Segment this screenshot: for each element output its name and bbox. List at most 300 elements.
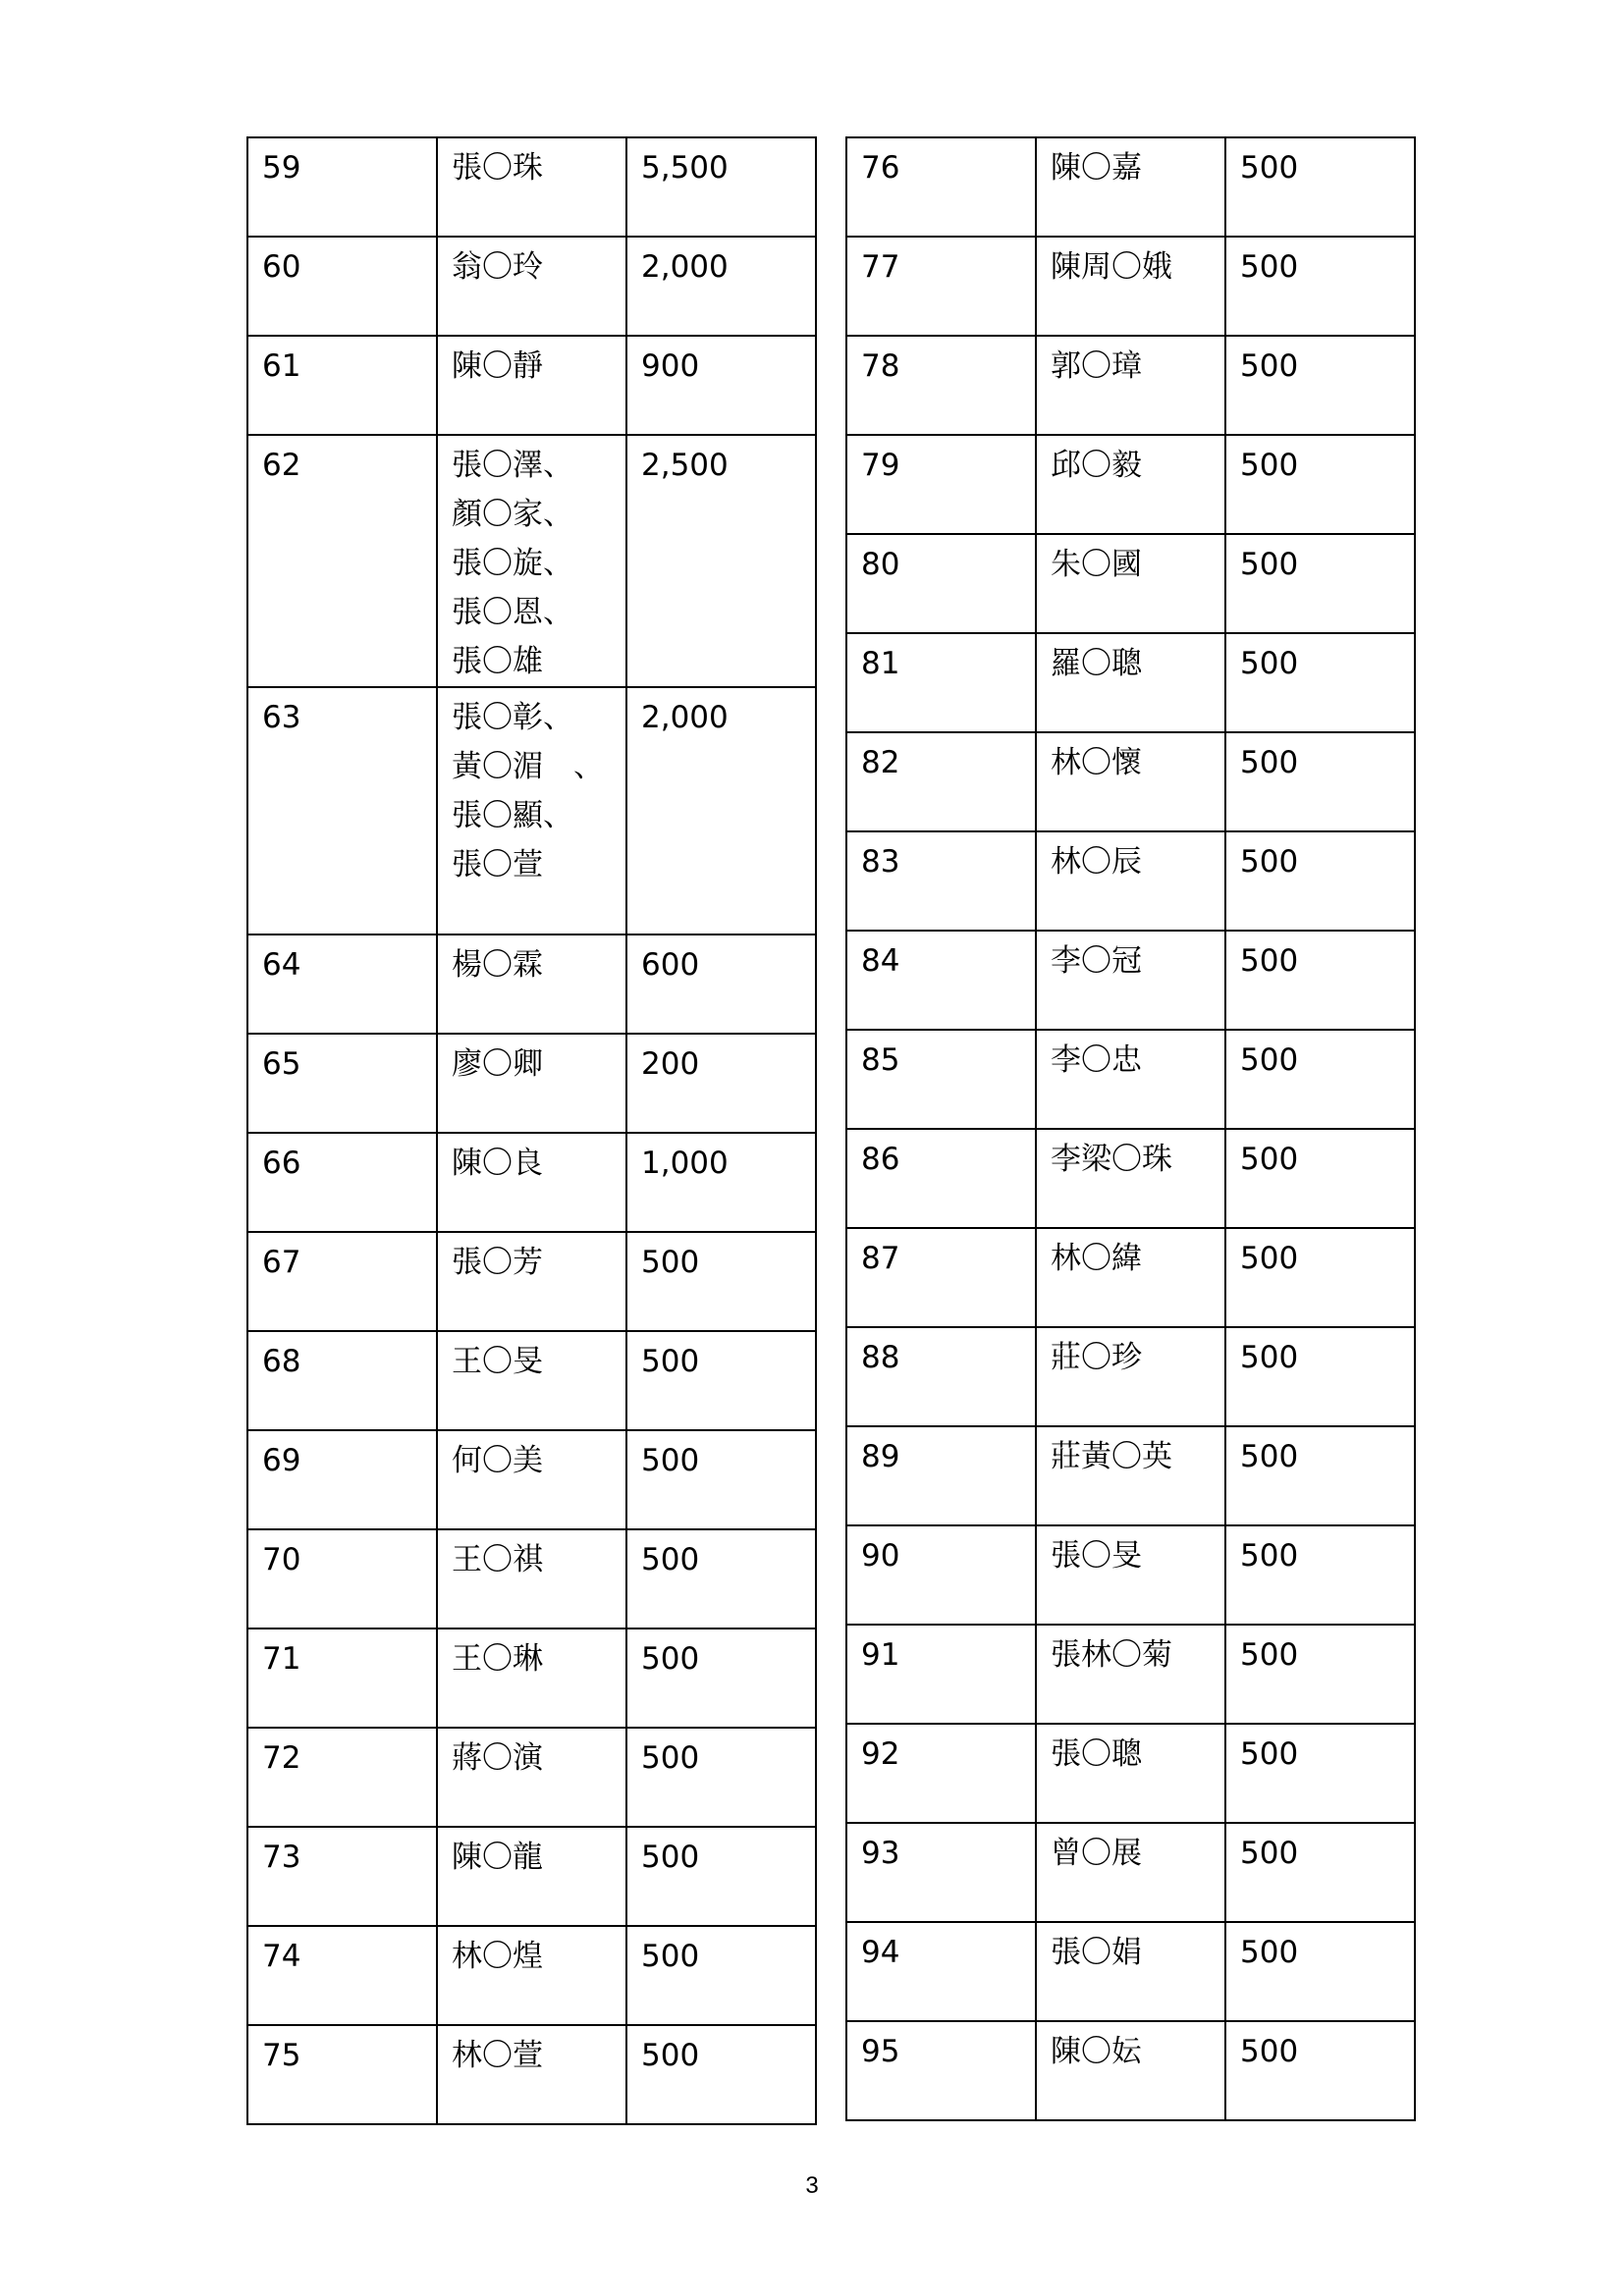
donor-name: 林〇懷 — [1051, 745, 1142, 780]
donor-names — [438, 1927, 625, 1981]
donor-names — [1037, 1427, 1224, 1481]
row-number: 92 — [861, 1736, 900, 1772]
row-number: 63 — [262, 700, 301, 735]
table-row — [247, 435, 816, 687]
donor-names — [1037, 1229, 1224, 1283]
amount-cell — [1225, 831, 1415, 931]
donation-amount: 500 — [1240, 1836, 1299, 1871]
row-number: 95 — [861, 2034, 900, 2069]
donor-names — [438, 337, 625, 391]
donation-amount: 500 — [1240, 745, 1299, 780]
row-number: 75 — [262, 2038, 301, 2073]
row-number: 79 — [861, 448, 900, 483]
row-number-cell — [846, 2021, 1036, 2120]
row-number-cell — [846, 435, 1036, 534]
row-number: 72 — [262, 1740, 301, 1776]
table-row — [247, 336, 816, 435]
amount-cell — [1225, 633, 1415, 732]
donor-name: 王〇祺 — [452, 1542, 543, 1577]
row-number: 68 — [262, 1344, 301, 1379]
row-number: 66 — [262, 1146, 301, 1181]
donor-name: 陳〇嘉 — [1051, 150, 1142, 186]
donor-table-right-body — [846, 137, 1415, 2120]
donation-amount: 500 — [641, 1840, 700, 1875]
donor-name-cell — [437, 237, 626, 336]
donor-name: 李〇忠 — [1051, 1042, 1142, 1078]
row-number-cell — [247, 336, 437, 435]
donor-name: 林〇煌 — [452, 1939, 543, 1974]
row-number: 80 — [861, 547, 900, 582]
donor-name: 張〇旻 — [1051, 1538, 1142, 1574]
donation-amount: 500 — [1240, 249, 1299, 285]
page-number: 3 — [805, 2172, 819, 2199]
donation-amount: 500 — [641, 1245, 700, 1280]
row-number-cell — [846, 1922, 1036, 2021]
donation-amount: 600 — [641, 947, 700, 983]
amount-cell — [1225, 1228, 1415, 1327]
row-number: 94 — [861, 1935, 900, 1970]
row-number-cell — [846, 1327, 1036, 1426]
amount-cell — [1225, 732, 1415, 831]
amount-cell — [1225, 1922, 1415, 2021]
donor-name: 羅〇聰 — [1051, 646, 1142, 681]
donor-name-cell — [1036, 831, 1225, 931]
row-number-cell — [247, 1430, 437, 1529]
donor-name: 廖〇卿 — [452, 1046, 543, 1082]
donor-name: 莊〇珍 — [1051, 1340, 1142, 1375]
donor-name: 張〇雄 — [452, 644, 543, 679]
row-number: 87 — [861, 1241, 900, 1276]
donor-name: 莊黃〇英 — [1051, 1439, 1172, 1474]
row-number-cell — [846, 1129, 1036, 1228]
donor-name: 朱〇國 — [1051, 547, 1142, 582]
donation-amount: 500 — [1240, 1042, 1299, 1078]
donor-name-cell — [437, 687, 626, 934]
table-row — [846, 1327, 1415, 1426]
donor-name-cell — [437, 1133, 626, 1232]
row-number: 81 — [861, 646, 900, 681]
row-number-cell — [247, 137, 437, 237]
table-row — [247, 1827, 816, 1926]
row-number-cell — [247, 1827, 437, 1926]
donor-names — [1037, 436, 1224, 490]
row-number-cell — [846, 1525, 1036, 1625]
donor-names — [1037, 634, 1224, 688]
table-row — [247, 1034, 816, 1133]
donor-table-left-body — [247, 137, 816, 2124]
donor-name: 張林〇菊 — [1051, 1637, 1172, 1673]
donation-amount: 500 — [1240, 1241, 1299, 1276]
donor-name: 何〇美 — [452, 1443, 543, 1478]
donor-name: 顏〇家、 — [452, 497, 573, 532]
donation-amount: 1,000 — [641, 1146, 729, 1181]
row-number: 59 — [262, 150, 301, 186]
amount-cell — [1225, 1030, 1415, 1129]
donation-amount: 900 — [641, 348, 700, 384]
amount-cell — [626, 2025, 816, 2124]
donor-name-cell — [1036, 633, 1225, 732]
donor-names — [1037, 1526, 1224, 1580]
row-number: 90 — [861, 1538, 900, 1574]
row-number: 76 — [861, 150, 900, 186]
donor-name-cell — [1036, 931, 1225, 1030]
donor-name: 黃〇湄 、 — [452, 749, 604, 784]
row-number: 83 — [861, 844, 900, 880]
donor-names — [438, 1729, 625, 1783]
donor-name: 李梁〇珠 — [1051, 1142, 1172, 1177]
row-number-cell — [247, 2025, 437, 2124]
donor-names — [438, 1035, 625, 1089]
amount-cell — [626, 1034, 816, 1133]
donor-name: 林〇萱 — [452, 2038, 543, 2073]
row-number: 77 — [861, 249, 900, 285]
donor-name-cell — [1036, 1922, 1225, 2021]
donor-name-cell — [437, 1629, 626, 1728]
amount-cell — [1225, 1327, 1415, 1426]
donor-name-cell — [437, 1430, 626, 1529]
row-number-cell — [247, 934, 437, 1034]
donation-amount: 500 — [1240, 1935, 1299, 1970]
row-number-cell — [846, 1030, 1036, 1129]
donation-amount: 500 — [1240, 1439, 1299, 1474]
row-number-cell — [247, 1133, 437, 1232]
donor-name: 郭〇璋 — [1051, 348, 1142, 384]
row-number: 65 — [262, 1046, 301, 1082]
table-row — [846, 1823, 1415, 1922]
donor-name-cell — [1036, 732, 1225, 831]
donation-amount: 500 — [1240, 1142, 1299, 1177]
table-row — [846, 1129, 1415, 1228]
row-number-cell — [247, 1728, 437, 1827]
donor-name: 林〇辰 — [1051, 844, 1142, 880]
row-number-cell — [846, 534, 1036, 633]
row-number: 91 — [861, 1637, 900, 1673]
amount-cell — [1225, 931, 1415, 1030]
row-number-cell — [247, 435, 437, 687]
donor-names — [1037, 1725, 1224, 1779]
donor-names — [438, 1431, 625, 1485]
table-row — [846, 237, 1415, 336]
table-row — [247, 1232, 816, 1331]
donation-amount: 500 — [1240, 1736, 1299, 1772]
donor-name-cell — [1036, 1228, 1225, 1327]
table-row — [846, 1030, 1415, 1129]
donor-name: 陳〇靜 — [452, 348, 543, 384]
table-row — [247, 1728, 816, 1827]
donation-amount: 500 — [641, 1443, 700, 1478]
donor-names — [1037, 932, 1224, 986]
donor-names — [1037, 1626, 1224, 1680]
row-number: 86 — [861, 1142, 900, 1177]
table-row — [247, 1529, 816, 1629]
row-number-cell — [247, 687, 437, 934]
donor-name: 張〇恩、 — [452, 595, 573, 630]
donation-amount: 500 — [641, 2038, 700, 2073]
donor-name: 陳〇良 — [452, 1146, 543, 1181]
donor-names — [1037, 138, 1224, 192]
table-row — [247, 1331, 816, 1430]
table-row — [846, 1724, 1415, 1823]
donor-name-cell — [1036, 1426, 1225, 1525]
donor-name: 張〇萱 — [452, 847, 543, 882]
donation-amount: 500 — [1240, 1637, 1299, 1673]
donor-name-cell — [1036, 1625, 1225, 1724]
table-row — [846, 336, 1415, 435]
donor-name-cell — [437, 1926, 626, 2025]
donor-name-cell — [1036, 1129, 1225, 1228]
donor-name: 張〇珠 — [452, 150, 543, 186]
donor-name-cell — [1036, 1327, 1225, 1426]
row-number-cell — [247, 237, 437, 336]
donor-names — [1037, 1031, 1224, 1085]
amount-cell — [626, 435, 816, 687]
donor-name: 張〇芳 — [452, 1245, 543, 1280]
donor-name: 王〇琳 — [452, 1641, 543, 1677]
donor-name-cell — [437, 1728, 626, 1827]
donation-amount: 500 — [641, 1542, 700, 1577]
row-number: 70 — [262, 1542, 301, 1577]
donor-name: 張〇顯、 — [452, 798, 573, 833]
donation-amount: 500 — [641, 1939, 700, 1974]
amount-cell — [626, 687, 816, 934]
table-row — [247, 2025, 816, 2124]
table-row — [247, 1430, 816, 1529]
donor-name: 邱〇毅 — [1051, 448, 1142, 483]
table-row — [846, 534, 1415, 633]
row-number: 73 — [262, 1840, 301, 1875]
donor-name-cell — [1036, 237, 1225, 336]
donor-name-cell — [1036, 534, 1225, 633]
row-number: 69 — [262, 1443, 301, 1478]
table-row — [846, 1228, 1415, 1327]
donor-names — [438, 1332, 625, 1386]
amount-cell — [1225, 237, 1415, 336]
row-number: 62 — [262, 448, 301, 483]
donor-name-cell — [1036, 336, 1225, 435]
row-number: 85 — [861, 1042, 900, 1078]
donor-names — [438, 2026, 625, 2080]
amount-cell — [626, 237, 816, 336]
donation-amount: 500 — [1240, 547, 1299, 582]
row-number-cell — [247, 1926, 437, 2025]
donor-name: 翁〇玲 — [452, 249, 543, 285]
donor-name-cell — [437, 934, 626, 1034]
donor-name: 張〇澤、 — [452, 448, 573, 483]
row-number-cell — [846, 1823, 1036, 1922]
table-row — [247, 687, 816, 934]
row-number-cell — [846, 831, 1036, 931]
row-number: 78 — [861, 348, 900, 384]
table-row — [846, 732, 1415, 831]
table-row — [846, 1426, 1415, 1525]
amount-cell — [626, 1926, 816, 2025]
row-number-cell — [846, 1625, 1036, 1724]
donor-names — [438, 1134, 625, 1188]
table-row — [846, 931, 1415, 1030]
amount-cell — [1225, 1129, 1415, 1228]
amount-cell — [1225, 137, 1415, 237]
amount-cell — [626, 336, 816, 435]
donation-amount: 500 — [1240, 1340, 1299, 1375]
donor-names — [1037, 1130, 1224, 1184]
amount-cell — [1225, 1724, 1415, 1823]
row-number: 60 — [262, 249, 301, 285]
row-number-cell — [846, 237, 1036, 336]
donor-name-cell — [437, 137, 626, 237]
donation-amount: 500 — [1240, 844, 1299, 880]
donor-names — [438, 1629, 625, 1683]
donor-table-left — [246, 136, 817, 2125]
amount-cell — [1225, 1823, 1415, 1922]
donor-name: 陳〇龍 — [452, 1840, 543, 1875]
amount-cell — [626, 137, 816, 237]
table-row — [247, 1926, 816, 2025]
donor-name-cell — [437, 1529, 626, 1629]
table-row — [846, 2021, 1415, 2120]
table-row — [247, 237, 816, 336]
row-number-cell — [846, 1724, 1036, 1823]
donor-name: 曾〇展 — [1051, 1836, 1142, 1871]
donation-amount: 5,500 — [641, 150, 729, 186]
row-number: 61 — [262, 348, 301, 384]
table-row — [846, 831, 1415, 931]
donor-names — [1037, 1824, 1224, 1878]
donor-name: 陳〇妘 — [1051, 2034, 1142, 2069]
donation-amount: 2,000 — [641, 249, 729, 285]
amount-cell — [626, 1629, 816, 1728]
donor-name-cell — [437, 2025, 626, 2124]
row-number-cell — [846, 633, 1036, 732]
donation-amount: 500 — [1240, 150, 1299, 186]
amount-cell — [626, 1827, 816, 1926]
amount-cell — [1225, 1426, 1415, 1525]
donor-names — [1037, 832, 1224, 886]
row-number-cell — [846, 137, 1036, 237]
amount-cell — [626, 1331, 816, 1430]
donor-name: 林〇緯 — [1051, 1241, 1142, 1276]
donation-amount: 500 — [641, 1344, 700, 1379]
table-row — [846, 137, 1415, 237]
table-row — [247, 1133, 816, 1232]
donor-name-cell — [437, 1331, 626, 1430]
donation-amount: 200 — [641, 1046, 700, 1082]
table-row — [247, 934, 816, 1034]
row-number: 82 — [861, 745, 900, 780]
donor-name: 張〇娟 — [1051, 1935, 1142, 1970]
donor-name-cell — [1036, 1823, 1225, 1922]
donor-name-cell — [1036, 1525, 1225, 1625]
donor-name: 陳周〇娥 — [1051, 249, 1172, 285]
amount-cell — [626, 1728, 816, 1827]
donor-name: 王〇旻 — [452, 1344, 543, 1379]
donor-names — [438, 935, 625, 989]
amount-cell — [1225, 1525, 1415, 1625]
donor-name: 張〇聰 — [1051, 1736, 1142, 1772]
row-number-cell — [247, 1232, 437, 1331]
table-row — [846, 1922, 1415, 2021]
donation-amount: 500 — [1240, 348, 1299, 384]
donor-name-cell — [1036, 2021, 1225, 2120]
donor-names — [438, 1530, 625, 1584]
donor-names — [1037, 1328, 1224, 1382]
donor-name: 李〇冠 — [1051, 943, 1142, 979]
table-row — [247, 137, 816, 237]
donor-names — [438, 238, 625, 292]
row-number-cell — [846, 336, 1036, 435]
donor-name-cell — [1036, 1724, 1225, 1823]
row-number: 88 — [861, 1340, 900, 1375]
amount-cell — [626, 1529, 816, 1629]
donor-name-cell — [1036, 137, 1225, 237]
table-row — [247, 1629, 816, 1728]
row-number-cell — [846, 732, 1036, 831]
table-row — [846, 633, 1415, 732]
donor-name-cell — [437, 336, 626, 435]
table-row — [846, 1525, 1415, 1625]
amount-cell — [1225, 435, 1415, 534]
amount-cell — [1225, 1625, 1415, 1724]
row-number-cell — [247, 1331, 437, 1430]
donation-amount: 500 — [1240, 943, 1299, 979]
donor-names — [1037, 535, 1224, 589]
donation-amount: 2,000 — [641, 700, 729, 735]
donation-amount: 500 — [641, 1641, 700, 1677]
donor-name-cell — [437, 1034, 626, 1133]
donor-names — [438, 1828, 625, 1882]
amount-cell — [1225, 2021, 1415, 2120]
row-number: 64 — [262, 947, 301, 983]
row-number-cell — [247, 1529, 437, 1629]
row-number: 84 — [861, 943, 900, 979]
row-number: 89 — [861, 1439, 900, 1474]
table-row — [846, 435, 1415, 534]
donor-name-cell — [437, 1827, 626, 1926]
donor-name-cell — [1036, 435, 1225, 534]
amount-cell — [1225, 336, 1415, 435]
row-number-cell — [846, 1426, 1036, 1525]
row-number: 67 — [262, 1245, 301, 1280]
donor-names — [1037, 337, 1224, 391]
donor-names — [438, 138, 625, 192]
donor-name-cell — [437, 435, 626, 687]
donor-name: 蔣〇演 — [452, 1740, 543, 1776]
row-number-cell — [247, 1629, 437, 1728]
row-number-cell — [846, 931, 1036, 1030]
donor-names — [1037, 2022, 1224, 2076]
donation-amount: 500 — [1240, 1538, 1299, 1574]
donor-name: 張〇旋、 — [452, 546, 573, 581]
row-number-cell — [247, 1034, 437, 1133]
table-row — [846, 1625, 1415, 1724]
donor-names — [1037, 733, 1224, 787]
donation-amount: 500 — [641, 1740, 700, 1776]
donor-name-cell — [1036, 1030, 1225, 1129]
donation-amount: 2,500 — [641, 448, 729, 483]
amount-cell — [626, 934, 816, 1034]
donation-amount: 500 — [1240, 2034, 1299, 2069]
row-number-cell — [846, 1228, 1036, 1327]
row-number: 71 — [262, 1641, 301, 1677]
donor-names — [1037, 238, 1224, 292]
donor-names — [438, 1233, 625, 1287]
donor-names — [1037, 1923, 1224, 1977]
donation-amount: 500 — [1240, 448, 1299, 483]
amount-cell — [626, 1430, 816, 1529]
amount-cell — [1225, 534, 1415, 633]
donor-table-right — [845, 136, 1416, 2121]
row-number: 74 — [262, 1939, 301, 1974]
donor-name-cell — [437, 1232, 626, 1331]
